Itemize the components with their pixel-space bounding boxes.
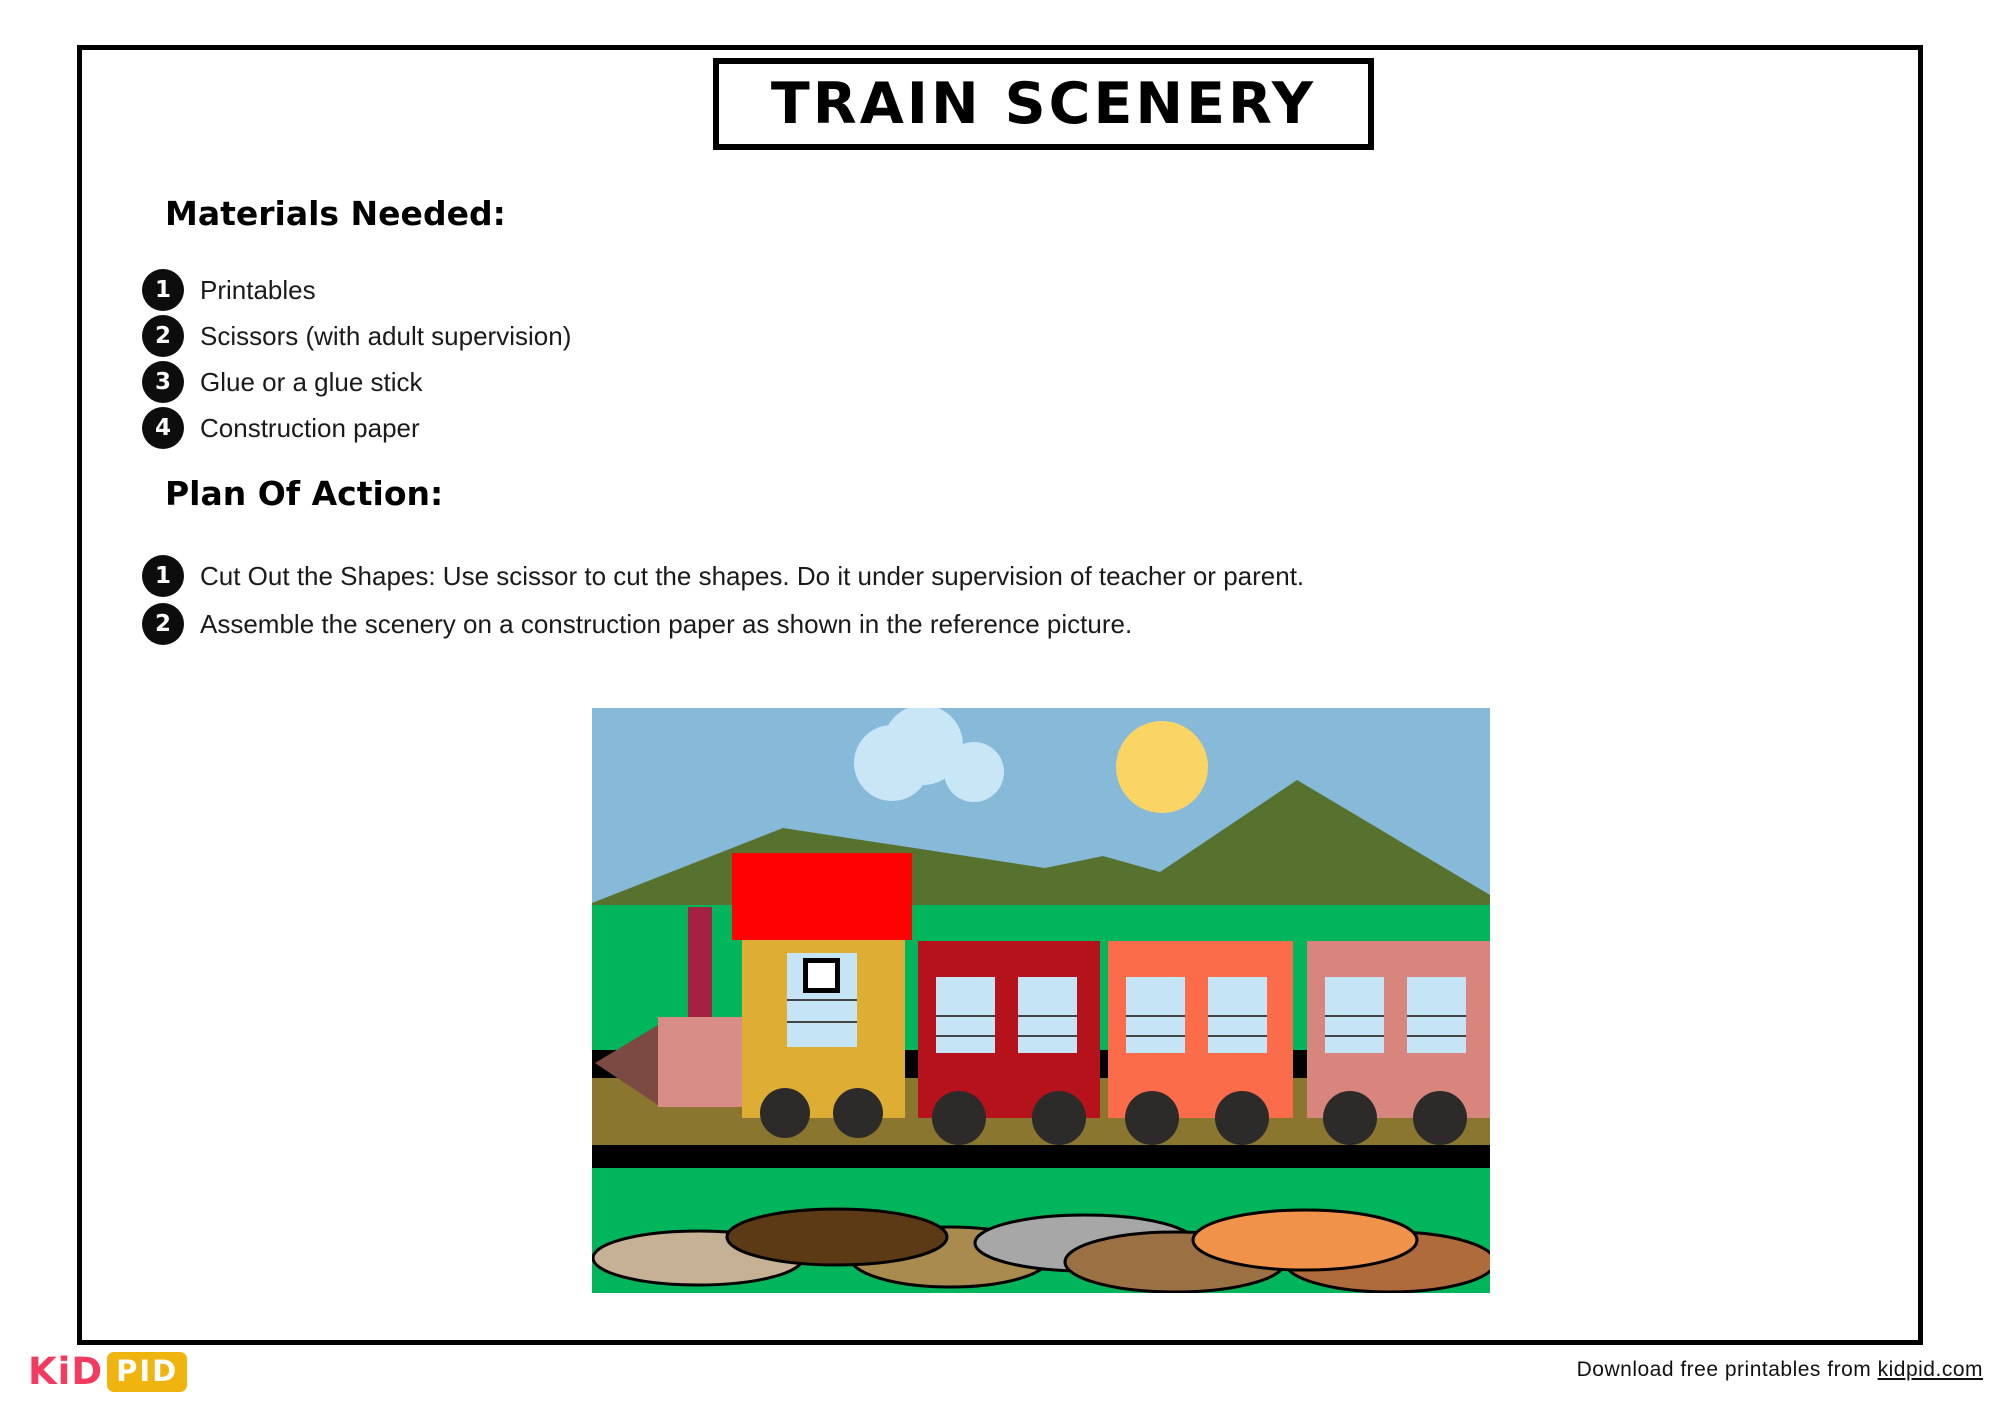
plan-label: Cut Out the Shapes: Use scissor to cut the shapes. Do it under supervision of teacher or parent. <box>200 560 1305 591</box>
material-item-3 <box>142 361 423 403</box>
window-line <box>1208 1015 1267 1017</box>
wheel <box>833 1088 883 1138</box>
material-label: Glue or a glue stick <box>200 366 423 397</box>
window-line <box>936 1035 995 1037</box>
window-line <box>1018 1035 1077 1037</box>
cab-panel-line <box>787 1021 857 1023</box>
stone <box>727 1209 947 1265</box>
item-number-badge: 2 <box>142 603 184 645</box>
kidpid-link[interactable]: kidpid.com <box>1877 1358 1983 1381</box>
material-label: Printables <box>200 274 316 305</box>
window-line <box>1208 1035 1267 1037</box>
item-number-badge: 1 <box>142 555 184 597</box>
engine-roof <box>732 853 912 940</box>
plan-item-2 <box>142 603 1132 645</box>
window-line <box>1126 1015 1185 1017</box>
item-number-badge: 2 <box>142 315 184 357</box>
plan-label: Assemble the scenery on a construction paper as shown in the reference picture. <box>200 608 1133 639</box>
kidpid-logo <box>28 1350 187 1393</box>
cab-panel-line <box>787 999 857 1001</box>
wheel <box>760 1088 810 1138</box>
train-scenery-illustration <box>592 708 1490 1293</box>
window-line <box>936 1015 995 1017</box>
download-text: Download free printables from <box>1576 1358 1878 1381</box>
wheel <box>1215 1091 1269 1145</box>
cloud-puff <box>944 742 1004 802</box>
stone <box>1193 1210 1417 1270</box>
item-number-badge: 1 <box>142 269 184 311</box>
brand-kid-text: KiD <box>28 1350 104 1393</box>
item-number-badge: 3 <box>142 361 184 403</box>
material-item-2 <box>142 315 571 357</box>
material-item-4 <box>142 407 420 449</box>
plan-heading: Plan Of Action: <box>165 474 444 513</box>
footer-download-note <box>1577 1358 1983 1382</box>
material-label: Scissors (with adult supervision) <box>200 320 572 351</box>
engine-chimney <box>688 907 712 1018</box>
material-item-1 <box>142 269 316 311</box>
wheel <box>932 1091 986 1145</box>
window-line <box>1325 1035 1384 1037</box>
window-line <box>1407 1035 1466 1037</box>
plan-item-1 <box>142 555 1304 597</box>
page-title: TRAIN SCENERY <box>770 71 1317 137</box>
materials-heading: Materials Needed: <box>165 194 506 233</box>
wheel <box>1125 1091 1179 1145</box>
window-line <box>1018 1015 1077 1017</box>
window-line <box>1126 1035 1185 1037</box>
cab-window <box>808 963 835 988</box>
sun-icon <box>1116 721 1208 813</box>
window-line <box>1325 1015 1384 1017</box>
item-number-badge: 4 <box>142 407 184 449</box>
engine-nose-box <box>658 1017 742 1107</box>
wheel <box>1032 1091 1086 1145</box>
wheel <box>1413 1091 1467 1145</box>
material-label: Construction paper <box>200 412 420 443</box>
rail <box>592 1145 1490 1168</box>
brand-pid-badge: PID <box>107 1352 187 1392</box>
wheel <box>1323 1091 1377 1145</box>
window-line <box>1407 1015 1466 1017</box>
title-box <box>713 58 1374 150</box>
